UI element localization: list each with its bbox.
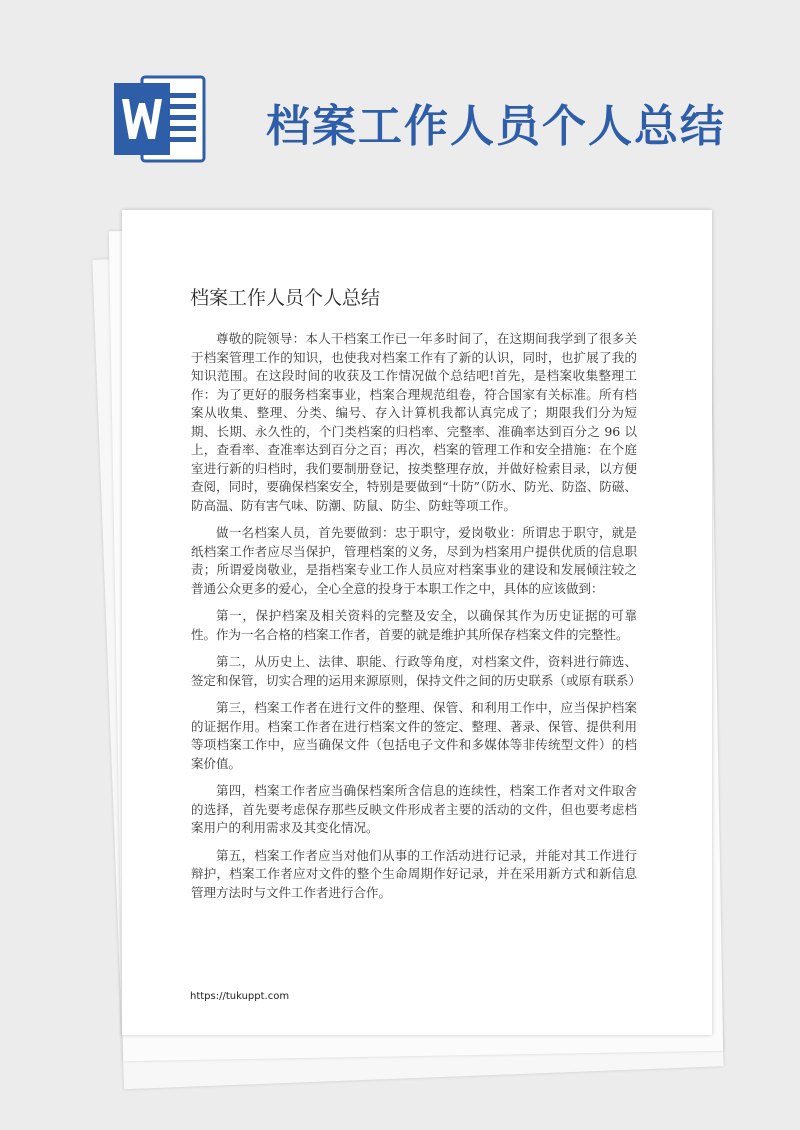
document-body [191, 330, 642, 911]
paragraph: 第三，档案工作者在进行文件的整理、保管、和利用工作中，应当保护档案的证据作用。档案工作者在进行档案文件的签定、整理、著录、保管、提供利用等项档案工作中，应当确保文件（包括电子文件和多媒体等非传统型文件）的档案价值。 [191, 700, 637, 771]
banner-title: 档案工作人员个人总结 [266, 101, 726, 152]
document-title: 档案工作人员个人总结 [190, 287, 381, 309]
paragraph: 尊敬的院领导：本人干档案工作已一年多时间了，在这期间我学到了很多关于档案管理工作的知识，也使我对档案工作有了新的认识，同时，也扩展了我的知识范围。在这段时间的收获及工作情况做个总结吧!首先，是档案收集整理工作：为了更好的服务档案事业，档案合理规范组卷，符合国家有关标准。所有档案从收集、整理、分类、编号、存入计算机我都认真完成了；期限我们分为短期、长期、永久性的，个门类档案的归档率、完整率、准确率达到百分之 96 以上，查看率、查准率达到百分之百；再次，档案的管理工作和安全措施：在个庭室进行新的归档时，我们要制册登记，按类整理存放，并做好检索目录，以方便查阅，同时，要确保档案安全，特别是要做到“十防”（防水、防光、防盗、防磁、防高温、防有害气味、防潮、防鼠、防尘、防蛀等项工作。 [191, 331, 637, 513]
word-doc-icon [112, 73, 208, 165]
paragraph: 第四，档案工作者应当确保档案所含信息的连续性，档案工作者对文件取舍的选择，首先要考虑保存那些反映文件形成者主要的活动的文件，但也要考虑档案用户的利用需求及其变化情况。 [191, 783, 637, 835]
paragraph: 第五，档案工作者应当对他们从事的工作活动进行记录，并能对其工作进行辩护，档案工作者应对文件的整个生命周期作好记录，并在采用新方式和新信息管理方法时与文件工作者进行合作。 [191, 847, 637, 900]
banner [0, 0, 800, 200]
paragraph: 第二，从历史上、法律、职能、行政等角度，对档案文件，资料进行筛选、签定和保管，切实合理的运用来源原则，保持文件之间的历史联系（或原有联系） [191, 654, 642, 688]
footer-url: https://tukuppt.com [190, 991, 290, 1002]
paragraph: 第一，保护档案及相关资料的完整及安全，以确保其作为历史证据的可靠性。作为一名合格的档案工作者，首要的就是维护其所保存档案文件的完整性。 [191, 608, 637, 642]
paragraph: 做一名档案人员，首先要做到：忠于职守，爱岗敬业：所谓忠于职守，就是纸档案工作者应尽当保护，管理档案的义务，尽到为档案用户提供优质的信息职责；所谓爱岗敬业，是指档案专业工作人员应对档案事业的建设和发展倾注较之普通公众更多的爱心，全心全意的投身于本职工作之中，具体的应该做到： [191, 525, 637, 596]
